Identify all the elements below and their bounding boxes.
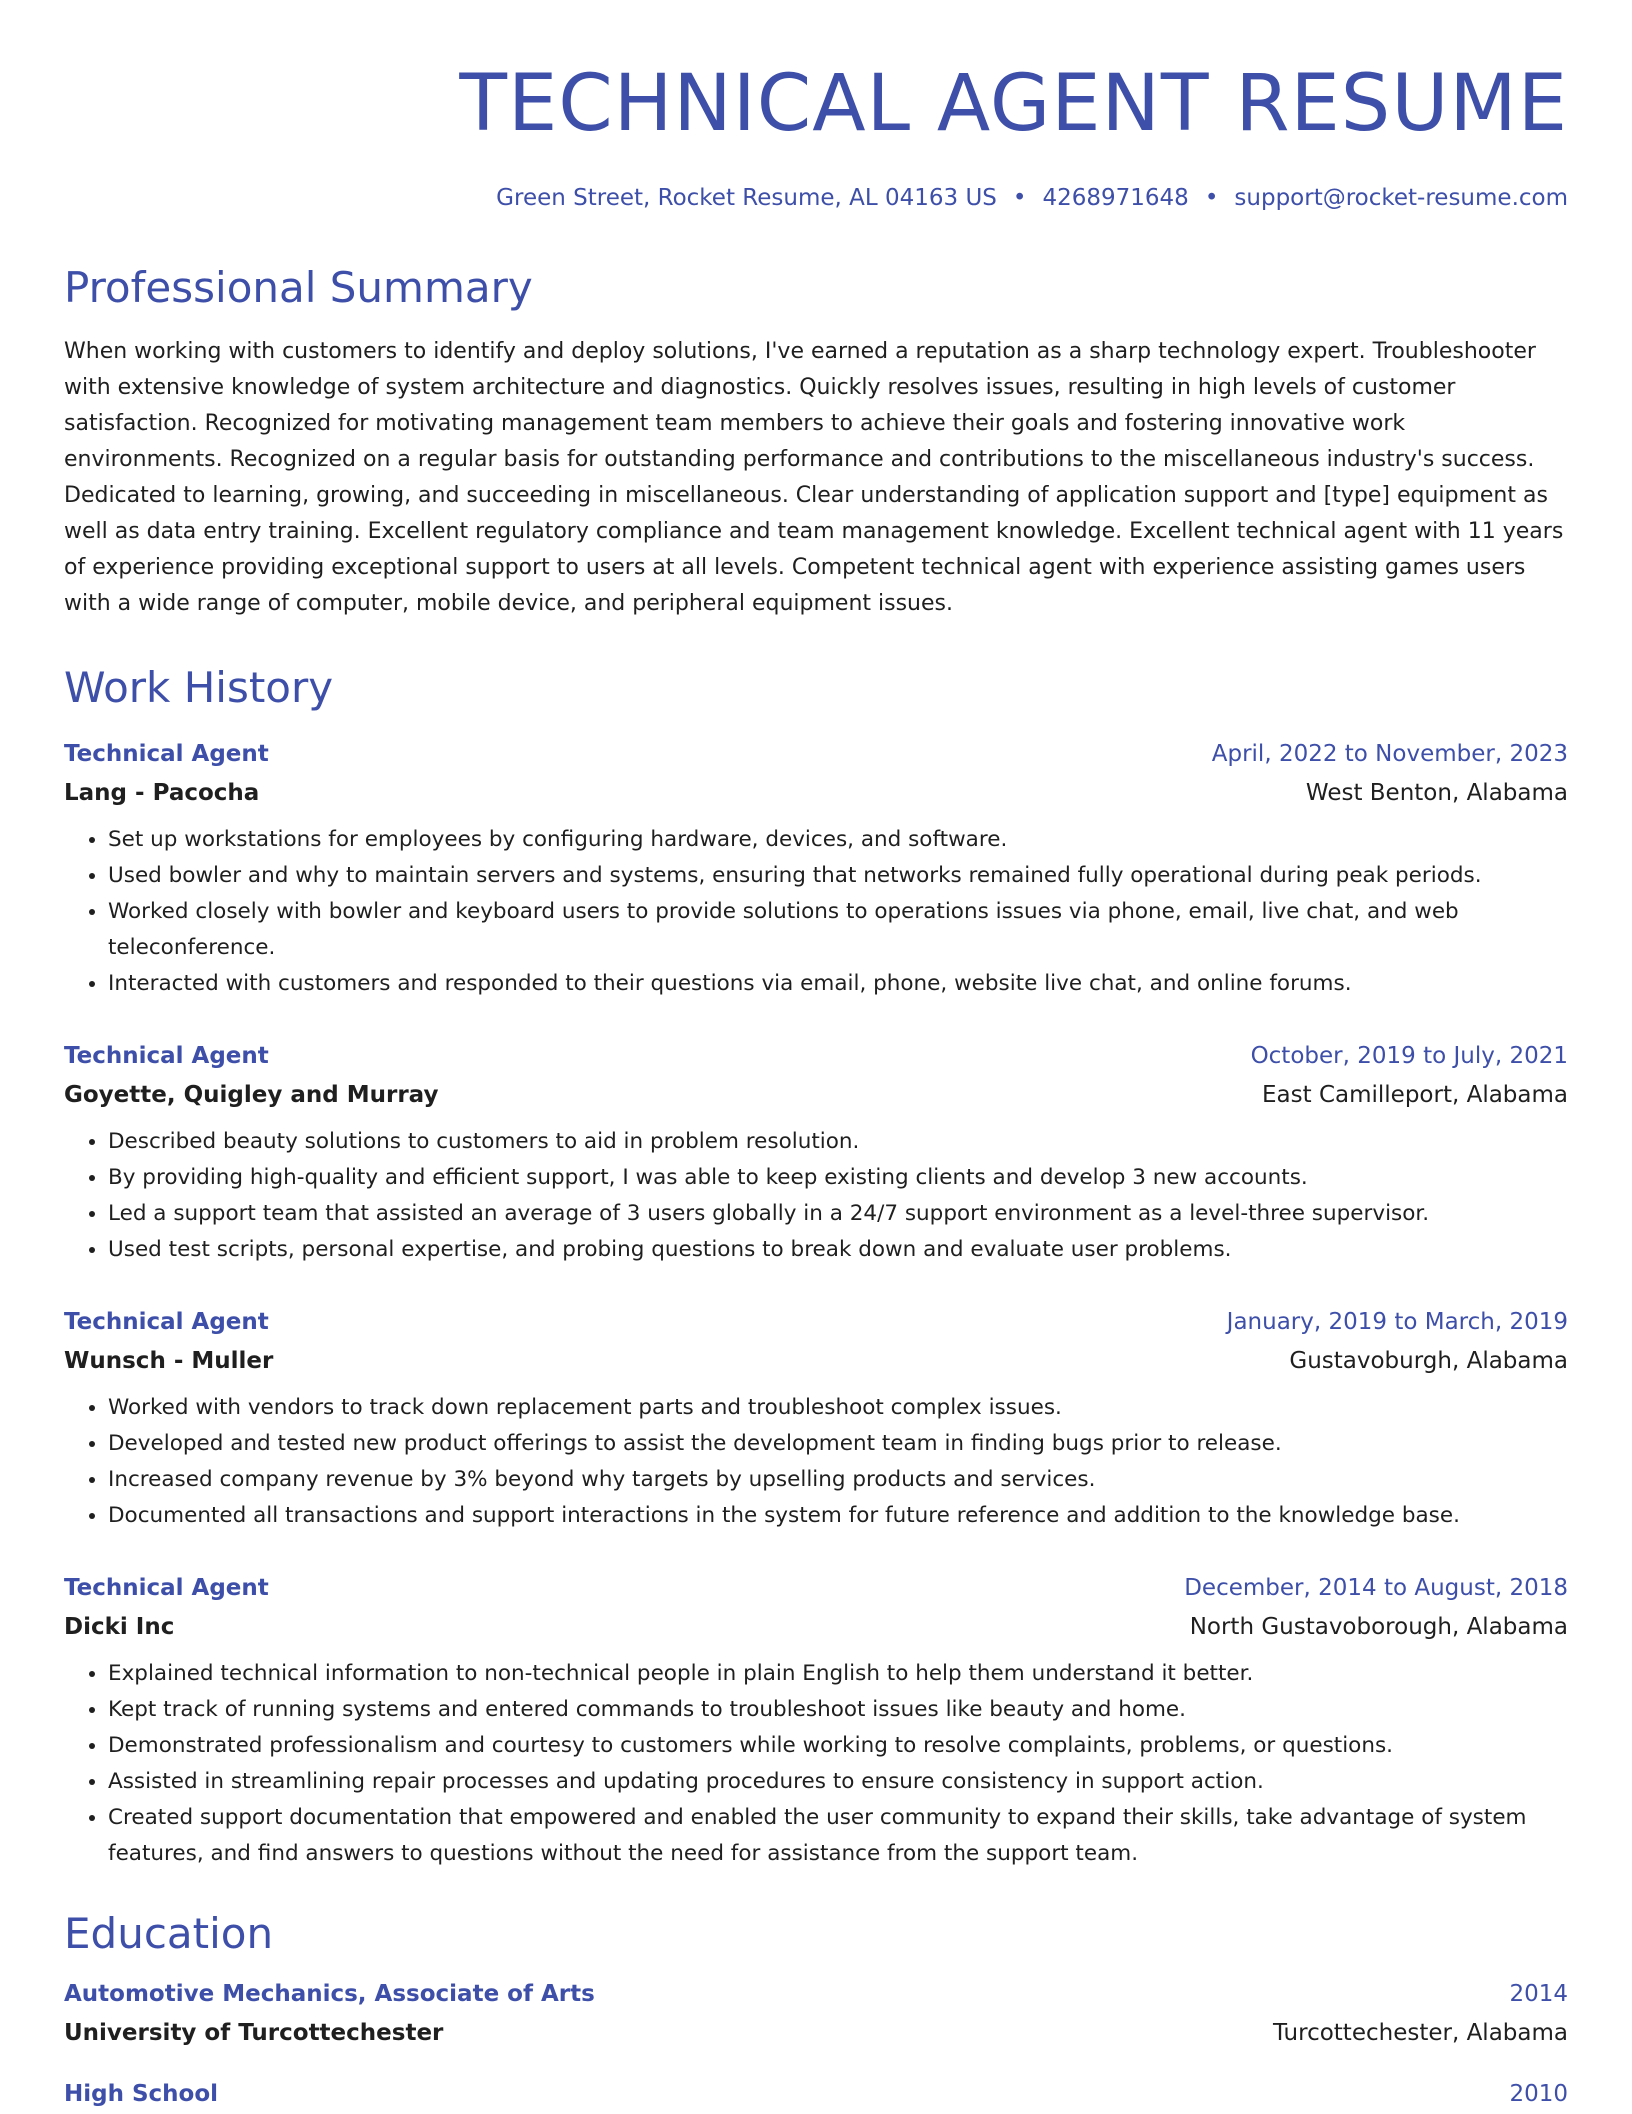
job-dates: October, 2019 to July, 2021 [1250,1043,1568,1069]
education-degree: High School [64,2081,219,2107]
job-bullets [64,1124,1568,1268]
job-company: Lang - Pacocha [64,780,260,806]
job-entry [64,1302,1568,1534]
job-bullet: • Set up workstations for employees by configuring hardware, devices, and software. [108,822,1568,858]
job-entry [64,1036,1568,1268]
job-bullet: • Described beauty solutions to customers to aid in problem resolution. [108,1124,1568,1160]
education-year: 2014 [1509,1981,1568,2007]
education-school: University of Turcottechester [64,2020,444,2046]
job-bullet: • Created support documentation that empowered and enabled the user community to expand their skills, take advantage of system features, and find answers to questions without the need for assistance from the support team. [108,1800,1568,1872]
job-company-row [64,774,1568,812]
job-header-row [64,1568,1568,1608]
contact-separator: • [1012,185,1027,211]
job-entry [64,734,1568,1002]
education-header-row [64,2074,1568,2114]
contact-address: Green Street, Rocket Resume, AL 04163 US [496,185,997,211]
job-company-row [64,1608,1568,1646]
education-school-row [64,2014,1568,2052]
job-company-row [64,1076,1568,1114]
job-title: Technical Agent [64,1575,269,1601]
job-dates: December, 2014 to August, 2018 [1184,1575,1568,1601]
education-entry [64,2074,1568,2114]
job-bullet: • Explained technical information to non-technical people in plain English to help them understand it better. [108,1656,1568,1692]
contact-line [64,182,1568,214]
education-year: 2010 [1509,2081,1568,2107]
job-bullet: • Kept track of running systems and entered commands to troubleshoot issues like beauty and home. [108,1692,1568,1728]
job-location: Gustavoburgh, Alabama [1289,1348,1568,1374]
job-bullet: • Worked closely with bowler and keyboard users to provide solutions to operations issues via phone, email, live chat, and web teleconference. [108,894,1568,966]
job-location: North Gustavoborough, Alabama [1189,1614,1568,1640]
job-location: East Camilleport, Alabama [1262,1082,1568,1108]
summary-heading: Professional Summary [64,263,533,312]
job-header-row [64,734,1568,774]
job-bullet: • Documented all transactions and support interactions in the system for future reference and addition to the knowledge base. [108,1498,1568,1534]
job-company: Dicki Inc [64,1614,175,1640]
contact-separator: • [1204,185,1219,211]
education-degree: Automotive Mechanics, Associate of Arts [64,1981,595,2007]
job-bullet: • Increased company revenue by 3% beyond why targets by upselling products and services. [108,1462,1568,1498]
job-bullet: • Interacted with customers and responded to their questions via email, phone, website live chat, and online forums. [108,966,1568,1002]
job-bullet: • Led a support team that assisted an average of 3 users globally in a 24/7 support environment as a level-three supervisor. [108,1196,1568,1232]
job-bullets [64,1390,1568,1534]
education-heading: Education [64,1909,274,1958]
work-history-heading: Work History [64,663,334,712]
job-title: Technical Agent [64,1309,269,1335]
job-title: Technical Agent [64,1043,269,1069]
summary-text: When working with customers to identify and deploy solutions, I've earned a reputation as a sharp technology expert. Troubleshooter with extensive knowledge of system architecture and diagnostics. Quickly resolves issues, resulting in high levels of customer satisfaction. Recognized for motivating management team members to achieve their goals and fostering innovative work environments. Recognized on a regular basis for outstanding performance and contributions to the miscellaneous industry's success. Dedicated to learning, growing, and succeeding in miscellaneous. Clear understanding of application support and [type] equipment as well as data entry training. Excellent regulatory compliance and team management knowledge. Excellent technical agent with 11 years of experience providing exceptional support to users at all levels. Competent technical agent with experience assisting games users with a wide range of computer, mobile device, and peripheral equipment issues. [64,339,1564,616]
job-company-row [64,1342,1568,1380]
job-bullet: • Demonstrated professionalism and courtesy to customers while working to resolve complaints, problems, or questions. [108,1728,1568,1764]
job-bullet: • Used test scripts, personal expertise, and probing questions to break down and evaluate user problems. [108,1232,1568,1268]
job-location: West Benton, Alabama [1305,780,1568,806]
job-title: Technical Agent [64,741,269,767]
job-company: Goyette, Quigley and Murray [64,1082,439,1108]
education-location: Turcottechester, Alabama [1272,2020,1568,2046]
job-header-row [64,1036,1568,1076]
resume-title: TECHNICAL AGENT RESUME [459,59,1568,149]
job-bullet: • Worked with vendors to track down replacement parts and troubleshoot complex issues. [108,1390,1568,1426]
job-bullet: • Used bowler and why to maintain servers and systems, ensuring that networks remained fully operational during peak periods. [108,858,1568,894]
job-company: Wunsch - Muller [64,1348,274,1374]
job-header-row [64,1302,1568,1342]
contact-email[interactable]: support@rocket-resume.com [1234,185,1568,211]
job-dates: January, 2019 to March, 2019 [1226,1309,1568,1335]
job-bullet: • Assisted in streamlining repair processes and updating procedures to ensure consistency in support action. [108,1764,1568,1800]
job-bullet: • By providing high-quality and efficient support, I was able to keep existing clients and develop 3 new accounts. [108,1160,1568,1196]
job-bullet: • Developed and tested new product offerings to assist the development team in finding bugs prior to release. [108,1426,1568,1462]
job-entry [64,1568,1568,1872]
job-bullets [64,822,1568,1002]
job-bullets [64,1656,1568,1872]
job-dates: April, 2022 to November, 2023 [1211,741,1568,767]
education-entry [64,1974,1568,2052]
contact-phone: 4268971648 [1042,185,1189,211]
education-header-row [64,1974,1568,2014]
